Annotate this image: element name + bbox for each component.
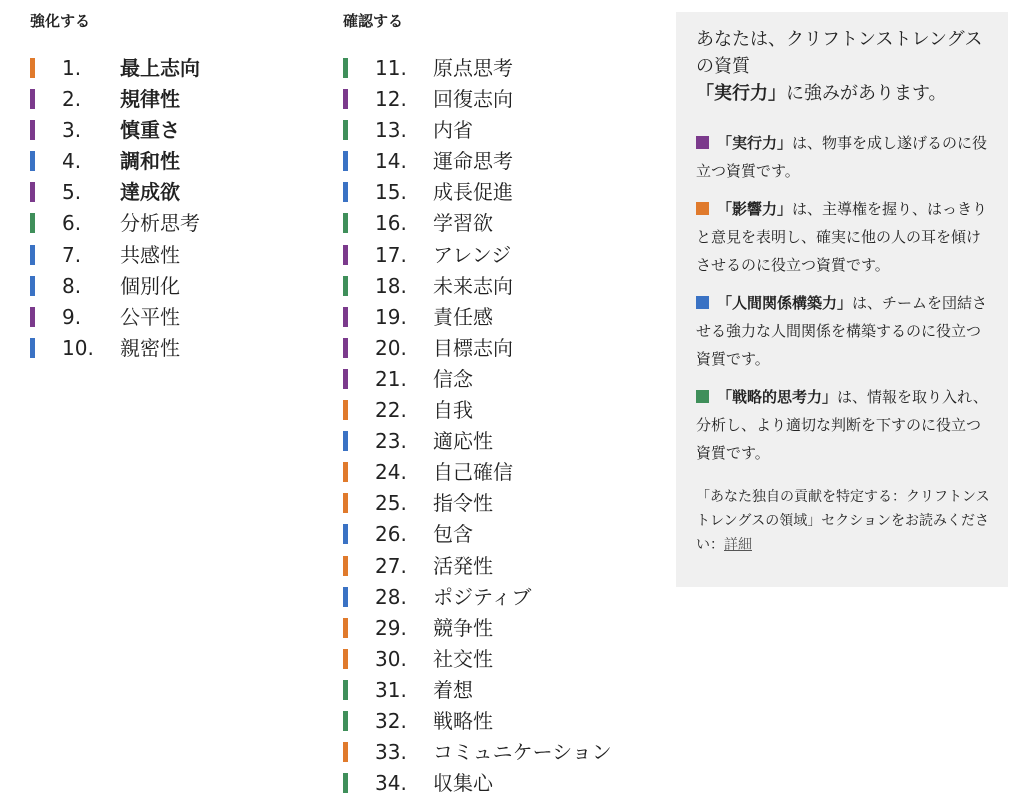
strength-rank: 14.: [375, 149, 407, 174]
strength-name: 共感性: [120, 242, 180, 267]
strength-row: [30, 84, 330, 115]
strength-rank: 30.: [375, 646, 407, 671]
strength-row: [343, 271, 643, 302]
domain-legend: [696, 129, 990, 467]
strength-rank: 26.: [375, 522, 407, 547]
domain-info-panel: [676, 12, 1008, 587]
domain-color-bar: [343, 151, 348, 171]
strength-rank: 29.: [375, 615, 407, 640]
domain-color-bar: [343, 556, 348, 576]
legend-item-relationship: [696, 289, 990, 373]
legend-description: は、物事を成し遂げるのに役立つ資質です。: [696, 134, 988, 180]
strength-rank: 15.: [375, 180, 407, 205]
strength-row: [343, 613, 643, 644]
details-link[interactable]: 詳細: [724, 537, 752, 553]
strength-row: [343, 84, 643, 115]
legend-domain-name: 「人間関係構築力」: [717, 294, 853, 312]
strength-name: 責任感: [433, 304, 493, 329]
strength-rank: 7.: [62, 242, 82, 267]
strength-name: 原点思考: [433, 56, 513, 80]
confirm-list: [343, 53, 643, 799]
strength-row: [343, 333, 643, 364]
strength-rank: 24.: [375, 460, 407, 485]
domain-color-bar: [343, 89, 348, 109]
domain-color-bar: [30, 120, 35, 140]
strength-name: 分析思考: [120, 211, 200, 236]
strength-name: 目標志向: [433, 335, 513, 360]
strength-row: [343, 457, 643, 488]
strength-rank: 1.: [62, 56, 82, 80]
strength-name: 慎重さ: [120, 118, 180, 143]
domain-color-bar: [343, 524, 348, 544]
strength-rank: 22.: [375, 398, 407, 423]
strength-row: [30, 333, 330, 364]
strength-rank: 16.: [375, 211, 407, 236]
strength-rank: 5.: [62, 180, 82, 205]
legend-description: は、主導権を握り、はっきりと意見を表明し、確実に他の人の耳を傾けさせるのに役立つ資質です。: [696, 200, 988, 274]
domain-color-bar: [343, 182, 348, 202]
domain-color-bar: [343, 493, 348, 513]
strength-row: [343, 208, 643, 239]
legend-domain-name: 「影響力」: [717, 200, 793, 218]
domain-color-bar: [30, 213, 35, 233]
intro-text: [696, 26, 990, 107]
confirm-heading: 確認する: [343, 12, 404, 30]
strength-name: 自己確信: [433, 460, 513, 485]
strength-name: 着想: [433, 677, 473, 702]
strength-rank: 18.: [375, 273, 407, 298]
strength-rank: 31.: [375, 677, 407, 702]
strength-rank: 33.: [375, 740, 407, 765]
strength-name: 内省: [433, 118, 473, 143]
domain-color-bar: [30, 151, 35, 171]
domain-color-bar: [30, 89, 35, 109]
domain-color-bar: [343, 58, 348, 78]
strength-row: [30, 115, 330, 146]
strength-row: [343, 582, 643, 613]
strength-row: [343, 768, 643, 799]
domain-color-bar: [343, 369, 348, 389]
strength-row: [30, 208, 330, 239]
strength-rank: 6.: [62, 211, 82, 236]
strength-name: 自我: [433, 398, 473, 423]
legend-domain-name: 「戦略的思考力」: [717, 388, 838, 406]
strength-rank: 12.: [375, 87, 407, 112]
strength-name: 回復志向: [433, 87, 513, 112]
strength-rank: 3.: [62, 118, 82, 143]
strength-row: [343, 644, 643, 675]
strength-row: [343, 551, 643, 582]
legend-item-executing: [696, 129, 990, 185]
domain-color-bar: [343, 649, 348, 669]
domain-color-bar: [343, 618, 348, 638]
strength-row: [30, 240, 330, 271]
legend-swatch: [696, 296, 709, 309]
domain-color-bar: [30, 338, 35, 358]
domain-color-bar: [343, 680, 348, 700]
strength-name: 公平性: [120, 304, 180, 329]
strength-row: [343, 177, 643, 208]
strength-name: 信念: [433, 366, 473, 391]
strength-name: 規律性: [120, 87, 180, 112]
strength-name: ポジティブ: [433, 584, 532, 609]
strength-name: 戦略性: [433, 708, 493, 733]
legend-item-influencing: [696, 195, 990, 279]
footnote: [696, 485, 990, 557]
strength-name: 調和性: [120, 149, 180, 174]
strength-row: [30, 146, 330, 177]
strength-name: 社交性: [433, 646, 493, 671]
strength-rank: 21.: [375, 366, 407, 391]
legend-domain-name: 「実行力」: [717, 134, 793, 152]
domain-color-bar: [30, 307, 35, 327]
strength-row: [30, 271, 330, 302]
strength-rank: 4.: [62, 149, 82, 174]
strength-name: 未来志向: [433, 273, 513, 298]
domain-color-bar: [343, 338, 348, 358]
intro-highlight: 「実行力」: [696, 83, 786, 104]
strength-rank: 11.: [375, 56, 407, 80]
domain-color-bar: [30, 245, 35, 265]
legend-description: は、情報を取り入れ、分析し、より適切な判断を下すのに役立つ資質です。: [696, 388, 988, 462]
domain-color-bar: [343, 431, 348, 451]
strength-row: [343, 737, 643, 768]
domain-color-bar: [343, 742, 348, 762]
strength-rank: 25.: [375, 491, 407, 516]
legend-swatch: [696, 390, 709, 403]
strength-row: [343, 395, 643, 426]
domain-color-bar: [343, 462, 348, 482]
strength-row: [343, 240, 643, 271]
strength-name: 活発性: [433, 553, 493, 578]
strength-name: コミュニケーション: [433, 740, 612, 765]
domain-color-bar: [343, 120, 348, 140]
strength-name: 運命思考: [433, 149, 513, 174]
legend-description: は、チームを団結させる強力な人間関係を構築するのに役立つ資質です。: [696, 294, 988, 368]
strength-row: [30, 302, 330, 333]
strength-row: [343, 675, 643, 706]
domain-color-bar: [343, 773, 348, 793]
strength-row: [30, 177, 330, 208]
strength-rank: 10.: [62, 335, 94, 360]
strength-name: アレンジ: [433, 242, 512, 267]
strength-name: 競争性: [433, 615, 493, 640]
strength-rank: 8.: [62, 273, 82, 298]
strength-name: 指令性: [433, 491, 493, 516]
intro-pre: あなたは、クリフトンストレングスの資質: [696, 29, 983, 77]
footnote-text: 「あなた独自の貢献を特定する：クリフトンストレングスの領域」セクションをお読みください：: [696, 489, 990, 553]
domain-color-bar: [343, 587, 348, 607]
domain-color-bar: [30, 182, 35, 202]
strength-name: 個別化: [120, 273, 180, 298]
strength-name: 親密性: [120, 335, 180, 360]
strength-rank: 9.: [62, 304, 82, 329]
strength-rank: 20.: [375, 335, 407, 360]
strength-rank: 32.: [375, 708, 407, 733]
domain-color-bar: [343, 276, 348, 296]
legend-item-strategic: [696, 383, 990, 467]
strength-row: [343, 364, 643, 395]
domain-color-bar: [343, 400, 348, 420]
strength-row: [30, 53, 330, 84]
domain-color-bar: [30, 58, 35, 78]
strength-name: 収集心: [433, 771, 493, 796]
intro-post: に強みがあります。: [786, 83, 947, 104]
strength-rank: 34.: [375, 771, 407, 796]
strength-row: [343, 519, 643, 550]
enhance-heading: 強化する: [30, 12, 91, 30]
strength-row: [343, 488, 643, 519]
legend-swatch: [696, 136, 709, 149]
strength-rank: 28.: [375, 584, 407, 609]
strength-rank: 2.: [62, 87, 82, 112]
domain-color-bar: [343, 307, 348, 327]
strength-row: [343, 426, 643, 457]
strength-rank: 13.: [375, 118, 407, 143]
strength-name: 包含: [433, 522, 473, 547]
strength-name: 成長促進: [433, 180, 513, 205]
enhance-list: [30, 53, 330, 364]
legend-swatch: [696, 202, 709, 215]
strength-name: 達成欲: [120, 180, 180, 205]
strength-name: 学習欲: [433, 211, 493, 236]
strength-row: [343, 53, 643, 84]
strength-row: [343, 115, 643, 146]
strength-row: [343, 146, 643, 177]
strength-name: 適応性: [433, 429, 493, 454]
strength-row: [343, 706, 643, 737]
strength-rank: 27.: [375, 553, 407, 578]
domain-color-bar: [343, 213, 348, 233]
strength-name: 最上志向: [120, 56, 200, 80]
strength-rank: 19.: [375, 304, 407, 329]
domain-color-bar: [343, 711, 348, 731]
strength-rank: 17.: [375, 242, 407, 267]
strength-rank: 23.: [375, 429, 407, 454]
domain-color-bar: [343, 245, 348, 265]
domain-color-bar: [30, 276, 35, 296]
strength-row: [343, 302, 643, 333]
